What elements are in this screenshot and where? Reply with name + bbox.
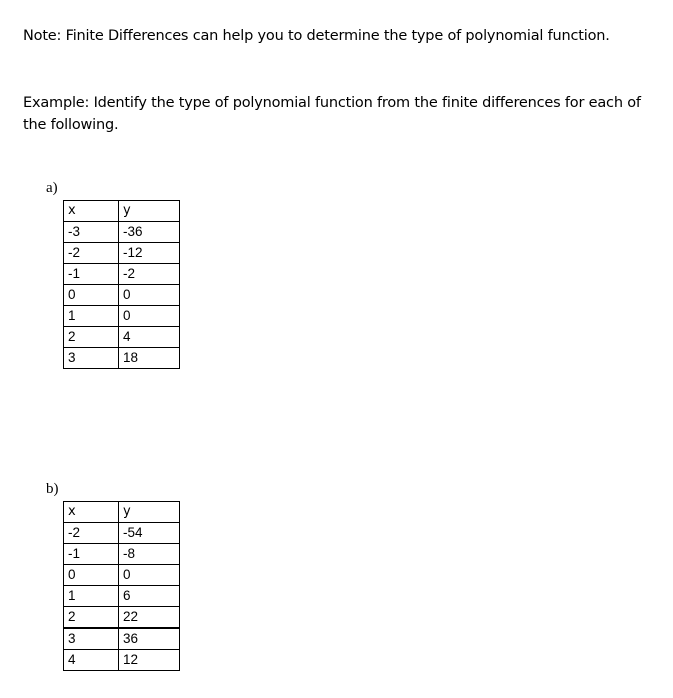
- part-a-table: [63, 200, 180, 369]
- x-value: -2: [64, 523, 119, 544]
- x-column-header: x: [64, 502, 119, 523]
- y-column-header: y: [119, 502, 180, 523]
- y-value: 36: [119, 628, 180, 650]
- x-value: 2: [64, 607, 119, 629]
- y-value: -8: [119, 544, 180, 565]
- x-value: 3: [64, 348, 119, 369]
- y-value: 22: [119, 607, 180, 629]
- table-header-row: [64, 201, 180, 222]
- y-value: 4: [119, 327, 180, 348]
- table-row: [64, 306, 180, 327]
- x-value: -1: [64, 264, 119, 285]
- y-value: 0: [119, 285, 180, 306]
- y-value: -12: [119, 243, 180, 264]
- x-value: 0: [64, 565, 119, 586]
- y-value: 12: [119, 650, 180, 671]
- table-header-row: [64, 502, 180, 523]
- x-value: 4: [64, 650, 119, 671]
- example-prompt: Example: Identify the type of polynomial function from the finite differences for each of the following.: [23, 95, 641, 133]
- y-value: 18: [119, 348, 180, 369]
- y-value: -2: [119, 264, 180, 285]
- y-value: -54: [119, 523, 180, 544]
- table-row: [64, 243, 180, 264]
- table-row: [64, 650, 180, 671]
- x-value: 0: [64, 285, 119, 306]
- table-row: [64, 628, 180, 650]
- x-column-header: x: [64, 201, 119, 222]
- table-row: [64, 264, 180, 285]
- x-value: 3: [64, 628, 119, 650]
- table-row: [64, 327, 180, 348]
- x-value: 2: [64, 327, 119, 348]
- x-value: -3: [64, 222, 119, 243]
- x-value: 1: [64, 586, 119, 607]
- table-row: [64, 523, 180, 544]
- part-a-label: a): [46, 180, 58, 196]
- part-b-label: b): [46, 481, 59, 497]
- table-row: [64, 222, 180, 243]
- y-value: -36: [119, 222, 180, 243]
- table-row: [64, 565, 180, 586]
- table-row: [64, 348, 180, 369]
- table-row: [64, 607, 180, 629]
- table-row: [64, 586, 180, 607]
- y-value: 0: [119, 306, 180, 327]
- y-value: 0: [119, 565, 180, 586]
- table-row: [64, 285, 180, 306]
- y-column-header: y: [119, 201, 180, 222]
- y-value: 6: [119, 586, 180, 607]
- note-text: Note: Finite Differences can help you to determine the type of polynomial function.: [23, 28, 610, 44]
- x-value: -2: [64, 243, 119, 264]
- x-value: 1: [64, 306, 119, 327]
- table-row: [64, 544, 180, 565]
- part-b-table: [63, 501, 180, 671]
- x-value: -1: [64, 544, 119, 565]
